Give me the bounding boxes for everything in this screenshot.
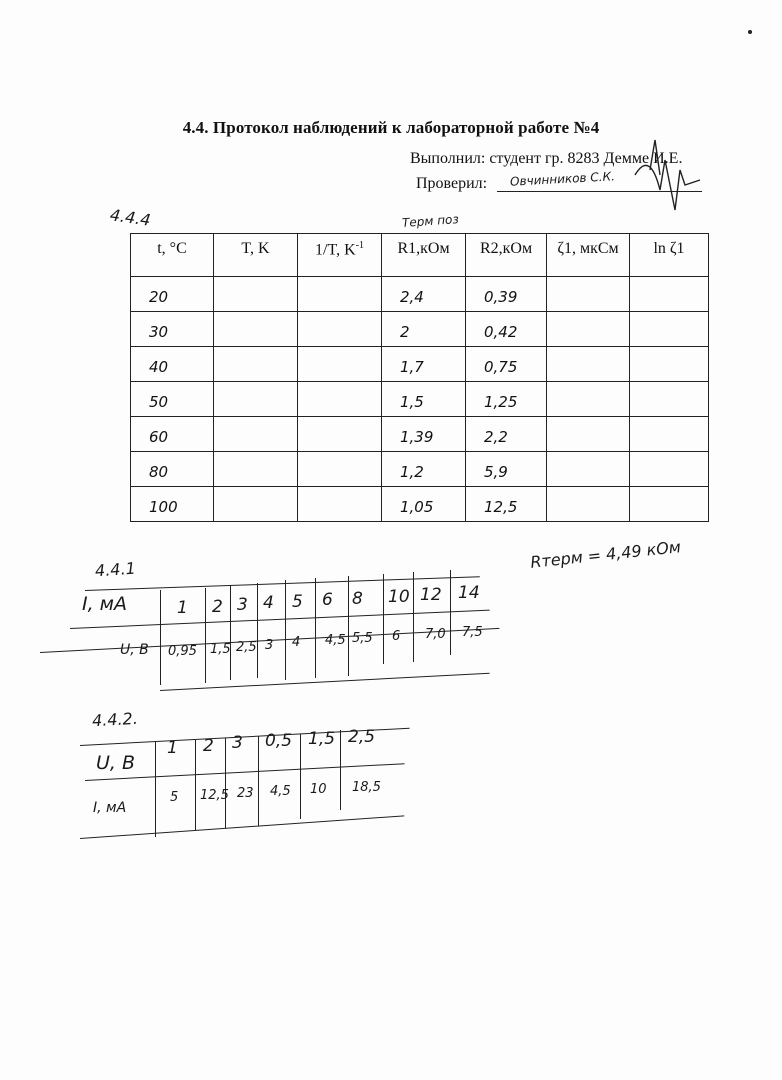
table-column-rule (195, 740, 196, 830)
table-cell: 3 (232, 733, 243, 753)
table-cell: 2,5 (236, 640, 257, 655)
table-rule (160, 673, 490, 692)
col-header-R2: R2,кОм (466, 234, 547, 277)
row-label: I, мА (93, 800, 127, 816)
table-cell: 7,5 (462, 625, 483, 640)
table-cell: 5,5 (352, 631, 373, 646)
table-cell: 2,5 (348, 727, 376, 747)
page-title: 4.4. Протокол наблюдений к лабораторной работе №4 (182, 118, 600, 137)
observation-table (130, 233, 709, 522)
table-column-rule (257, 583, 258, 678)
table-cell: 7,0 (425, 627, 446, 642)
table-cell: 0,95 (168, 644, 197, 659)
section-label-main: 4.4.4 (108, 205, 152, 230)
table-column-rule (205, 588, 206, 683)
table-column-rule (225, 738, 226, 828)
table-cell: 5 (170, 790, 179, 805)
col-header-t: t, °C (131, 234, 214, 277)
table-cell: 6 (392, 629, 401, 644)
table-row: 60 1,39 2,2 (131, 417, 709, 452)
scan-dot (748, 30, 752, 34)
table-cell: 1 (177, 598, 188, 618)
table-cell: 3 (237, 595, 248, 615)
table-cell: 5 (292, 592, 303, 612)
table-column-rule (160, 590, 161, 685)
table-cell: 1 (167, 738, 178, 758)
table-column-rule (348, 576, 349, 676)
table-row: 40 1,7 0,75 (131, 347, 709, 382)
table-row: 30 2 0,42 (131, 312, 709, 347)
row-label: U, B (96, 752, 136, 774)
table-column-rule (300, 734, 301, 819)
table-column-rule (155, 742, 156, 837)
section-label-442: 4.4.2. (91, 708, 139, 731)
table-cell: 12,5 (200, 788, 229, 803)
table-column-rule (315, 578, 316, 678)
checked-by-label: Проверил: (416, 175, 488, 192)
table-cell: 8 (352, 589, 363, 609)
table-rule (80, 815, 404, 839)
row-label: U, B (120, 642, 149, 658)
table-cell: 14 (458, 583, 480, 603)
row-label: I, мА (82, 593, 128, 615)
table-row: 20 2,4 0,39 (131, 277, 709, 312)
signature (630, 130, 710, 220)
table-row: 100 1,05 12,5 (131, 487, 709, 522)
checked-by-value: Овчинников С.К. (509, 169, 616, 189)
table-cell: 10 (388, 587, 410, 607)
col-header-T: T, K (214, 234, 298, 277)
table-cell: 6 (322, 590, 333, 610)
table-cell: 4,5 (325, 633, 346, 648)
col-header-R1: R1,кОм (382, 234, 466, 277)
table-cell: 1,5 (308, 729, 336, 749)
table-cell: 4,5 (270, 784, 291, 799)
table-cell: 1,5 (210, 642, 231, 657)
table-column-rule (230, 585, 231, 680)
col-header-ln-zeta: ln ζ1 (630, 234, 709, 277)
table-column-rule (450, 570, 451, 655)
section-label-441: 4.4.1 (94, 558, 137, 581)
table-column-rule (258, 736, 259, 826)
table-cell: 3 (265, 638, 274, 653)
col-header-inv-T: 1/T, $K^{-1}$ (298, 234, 382, 277)
table-cell: 2 (212, 597, 223, 617)
table-note: Терм поз (401, 212, 460, 230)
table-column-rule (285, 580, 286, 680)
table-row: 50 1,5 1,25 (131, 382, 709, 417)
table-cell: 0,5 (265, 731, 293, 751)
performed-by: Выполнил: студент гр. 8283 Демме И.Е. (410, 150, 683, 167)
table-cell: 4 (292, 635, 301, 650)
table-column-rule (413, 572, 414, 662)
table-column-rule (340, 730, 341, 810)
table-cell: 12 (420, 585, 442, 605)
table-cell: 10 (310, 782, 327, 797)
r-term-note: Rтерм = 4,49 кОм (529, 537, 682, 572)
table-cell: 2 (203, 736, 214, 756)
col-header-zeta: ζ1, мкСм (547, 234, 630, 277)
table-cell: 23 (237, 786, 254, 801)
table-cell: 18,5 (352, 780, 381, 795)
table-cell: 4 (263, 593, 274, 613)
table-row: 80 1,2 5,9 (131, 452, 709, 487)
table-column-rule (383, 574, 384, 664)
